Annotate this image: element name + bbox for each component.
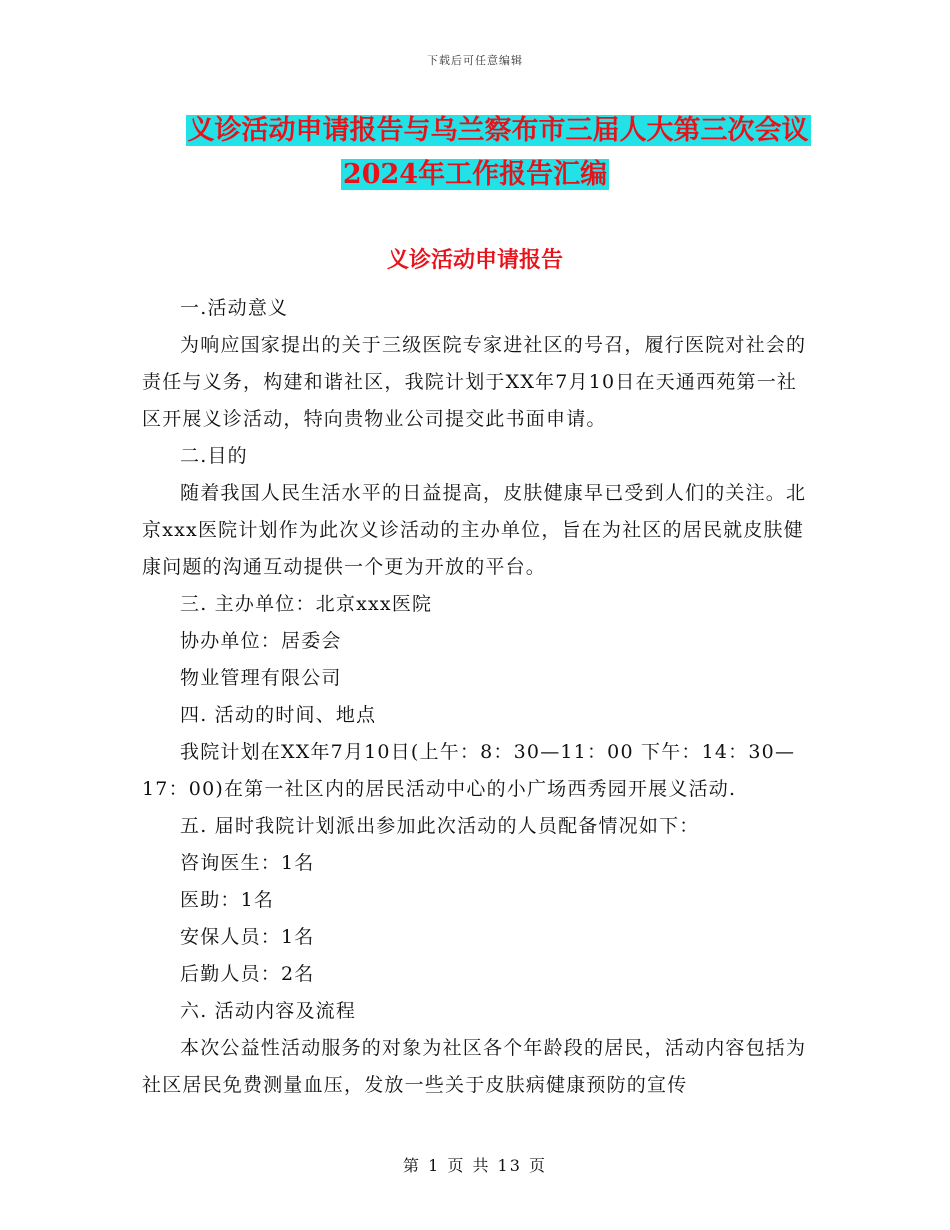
staff-security: 安保人员：1名 <box>180 926 315 948</box>
paragraph-purpose: 随着我国人民生活水平的日益提高，皮肤健康早已受到人们的关注。北京xxx医院计划作为此次义诊活动的主办单位，旨在为社区的居民就皮肤健康问题的沟通互动提供一个更为开放的平台。 <box>142 482 807 578</box>
paragraph-content-process: 本次公益性活动服务的对象为社区各个年龄段的居民，活动内容包括为社区居民免费测量血压，发放一些关于皮肤病健康预防的宣传 <box>142 1037 807 1096</box>
staff-doctor: 咨询医生：1名 <box>180 852 315 874</box>
heading-staffing: 五. 届时我院计划派出参加此次活动的人员配备情况如下： <box>180 815 700 837</box>
title-highlight-2: 2024年工作报告汇编 <box>342 159 608 190</box>
heading-content-process: 六. 活动内容及流程 <box>180 1000 357 1022</box>
document-body <box>142 290 812 1104</box>
page-footer: 第 1 页 共 13 页 <box>403 1156 547 1175</box>
co-organizer: 协办单位：居委会 <box>180 630 342 652</box>
paragraph-activity-meaning: 为响应国家提出的关于三级医院专家进社区的号召，履行医院对社会的责任与义务，构建和谐社区，我院计划于XX年7月10日在天通西苑第一社区开展义诊活动，特向贵物业公司提交此书面申请。 <box>142 334 807 430</box>
staff-assistant: 医助：1名 <box>180 889 275 911</box>
heading-activity-meaning: 一.活动意义 <box>180 297 289 319</box>
document-title-line-1 <box>0 111 950 151</box>
section-title: 义诊活动申请报告 <box>386 247 563 273</box>
property-company: 物业管理有限公司 <box>180 667 342 689</box>
document-title-line-2 <box>0 155 950 195</box>
header-note: 下载后可任意编辑 <box>427 54 523 67</box>
host-organizer: 三. 主办单位：北京xxx医院 <box>180 593 433 615</box>
heading-purpose: 二.目的 <box>180 445 248 467</box>
heading-time-place: 四. 活动的时间、地点 <box>180 704 377 726</box>
staff-logistics: 后勤人员：2名 <box>180 963 315 985</box>
paragraph-time-place: 我院计划在XX年7月10日(上午：8：30—11：00 下午：14：30—17：00)在第一社区内的居民活动中心的小广场西秀园开展义活动. <box>142 741 796 800</box>
title-highlight-1: 义诊活动申请报告与乌兰察布市三届人大第三次会议 <box>187 115 809 146</box>
